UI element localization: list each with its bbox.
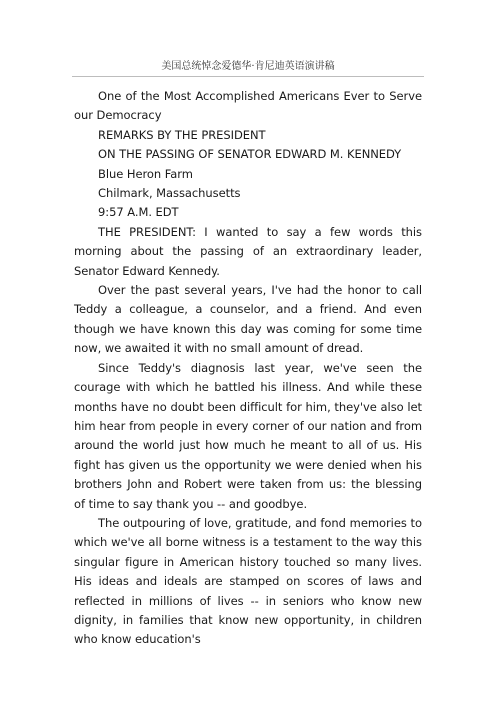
headline: One of the Most Accomplished Americans Ever to Serve our Democracy xyxy=(74,89,422,123)
remarks-heading: REMARKS BY THE PRESIDENT xyxy=(98,127,266,142)
location-line: Blue Heron Farm xyxy=(98,166,193,181)
paragraph: Over the past several years, I've had the honor to call Teddy a colleague, a counselor, and a friend. And even though we have known this day was coming for some time now, we awaited it with no small amount of dread. xyxy=(74,283,422,356)
paragraph: Since Teddy's diagnosis last year, we've seen the courage with which he battled his illness. And while these months have no doubt been difficult for him, they've also let him hear from people in every corner of our nation and from around the world just how much he meant to all of us. His fight has given us the opportunity we were denied when his brothers John and Robert were taken from us: the blessing of time to say thank you -- and goodbye. xyxy=(74,360,422,511)
time-line: 9:57 A.M. EDT xyxy=(98,205,179,220)
city-line: Chilmark, Massachusetts xyxy=(98,186,241,201)
header-divider xyxy=(72,76,424,77)
paragraph: THE PRESIDENT: I wanted to say a few words this morning about the passing of an extraordinary leader, Senator Edward Kennedy. xyxy=(74,224,422,278)
occasion-heading: ON THE PASSING OF SENATOR EDWARD M. KENNEDY xyxy=(98,147,402,162)
paragraph: The outpouring of love, gratitude, and fond memories to which we've all borne witness is a testament to the way this singular figure in American history touched so many lives. His ideas and ideals are stamped on scores of laws and reflected in millions of lives -- in seniors who know new dignity, in families that know new opportunity, in children who know education's xyxy=(74,515,422,647)
document-body xyxy=(74,87,422,650)
page-header-title: 美国总统悼念爱德华·肯尼迪英语演讲稿 xyxy=(161,61,335,72)
